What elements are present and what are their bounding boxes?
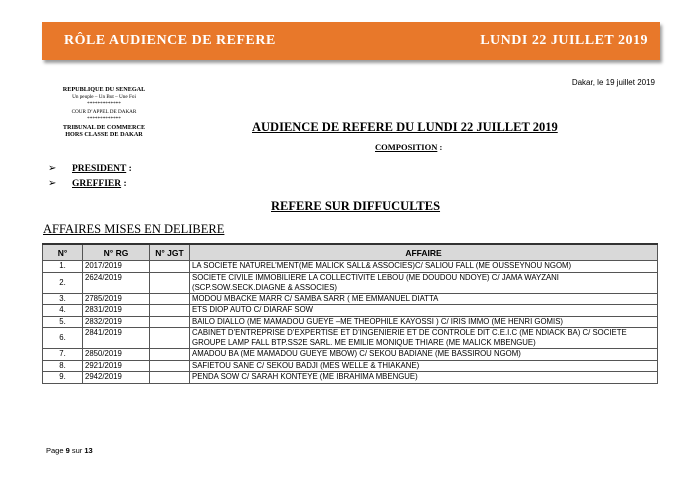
cell-number: 9. — [43, 372, 83, 384]
affaire-line: LA SOCIETE NATUREL’MENT(ME MALICK SALL& ASSOCIES)C/ SALIOU FALL (ME OUSSEYNOU NGOM) — [192, 261, 572, 271]
date-line: Dakar, le 19 juillet 2019 — [571, 78, 655, 87]
table-row — [43, 305, 658, 317]
affaire-line: ETS DIOP AUTO C/ DIARAF SOW — [192, 305, 314, 315]
page-footer — [46, 446, 93, 455]
cell-jgt — [150, 328, 190, 349]
column-header-number: N° — [43, 244, 83, 261]
arrow-bullet-icon: ➢ — [48, 178, 57, 189]
table-header-row — [43, 244, 658, 261]
cell-number: 5. — [43, 316, 83, 328]
institution-line: HORS CLASSE DE DAKAR — [65, 131, 143, 138]
cell-affaire — [190, 328, 658, 349]
role-suffix: : — [121, 179, 127, 189]
affaire-line: MODOU MBACKE MARR C/ SAMBA SARR ( ME EMMANUEL DIATTA — [192, 293, 439, 303]
cell-jgt — [150, 305, 190, 317]
affaire-line: (SCP.SOW.SECK.DIAGNE & ASSOCIES) — [192, 282, 338, 292]
affaire-line: SAFIETOU SANE C/ SEKOU BADJI (MES WELLE & THIAKANE) — [192, 360, 420, 370]
cell-jgt — [150, 293, 190, 305]
institution-line: TRIBUNAL DE COMMERCE — [62, 123, 146, 131]
affaire-line: BAILO DIALLO (ME MAMADOU GUEYE –ME THEOPHILE KAYOSSI ) C/ IRIS IMMO (ME HENRI GOMIS) — [192, 316, 563, 326]
cell-rg: 2624/2019 — [83, 272, 150, 293]
column-header-affaire: AFFAIRE — [190, 244, 658, 261]
cell-rg: 2841/2019 — [83, 328, 150, 349]
affaire-line: SOCIETE CIVILE IMMOBILIERE LA COLLECTIVITE LEBOU (ME DOUDOU NDOYE) C/ JAMA WAYZANI — [192, 272, 559, 282]
affaire-line: AMADOU BA (ME MAMADOU GUEYE MBOW) C/ SEKOU BADIANE (ME BASSIROU NGOM) — [192, 349, 521, 359]
cell-number: 4. — [43, 305, 83, 317]
column-header-rg: N° RG — [83, 244, 150, 261]
composition-suffix: : — [437, 142, 443, 152]
cell-jgt — [150, 261, 190, 273]
page-total: 13 — [84, 446, 93, 455]
role-greffier — [48, 178, 127, 189]
cell-rg: 2921/2019 — [83, 360, 150, 372]
cell-affaire — [190, 261, 658, 273]
cell-rg: 2850/2019 — [83, 349, 150, 361]
page-number: 9 — [65, 446, 70, 455]
section-heading: AFFAIRES MISES EN DELIBERE — [43, 222, 225, 236]
cell-affaire — [190, 372, 658, 384]
affaire-line: PENDA SOW C/ SARAH KONTEYE (ME IBRAHIMA MBENGUE) — [192, 372, 418, 382]
institution-line: COUR D’APPEL DE DAKAR — [71, 108, 137, 115]
header-right-date: LUNDI 22 JUILLET 2019 — [480, 33, 648, 48]
cell-number: 3. — [43, 293, 83, 305]
composition-label — [375, 142, 442, 152]
footer-mid: sur — [69, 446, 85, 455]
table-row — [43, 349, 658, 361]
institution-line: ************* — [87, 101, 121, 107]
cell-rg: 2942/2019 — [83, 372, 150, 384]
cell-affaire — [190, 272, 658, 293]
cell-affaire — [190, 349, 658, 361]
cell-affaire — [190, 305, 658, 317]
role-president — [48, 163, 132, 174]
arrow-bullet-icon: ➢ — [48, 163, 57, 174]
cell-affaire — [190, 293, 658, 305]
footer-prefix: Page — [46, 446, 66, 455]
role-label: GREFFIER — [72, 179, 122, 189]
cell-jgt — [150, 272, 190, 293]
cell-number: 8. — [43, 360, 83, 372]
cell-jgt — [150, 372, 190, 384]
institution-block — [48, 86, 160, 139]
affaire-line: CABINET D’ENTREPRISE D’EXPERTISE ET D’INGENIERIE ET DE CONTROLE DIT C.E.I.C (ME NDIACK BA) C/ SOCIETE — [192, 328, 627, 337]
institution-line: Un peuple – Un But – Une Foi — [72, 93, 136, 100]
cell-jgt — [150, 360, 190, 372]
cell-rg: 2785/2019 — [83, 293, 150, 305]
table-row — [43, 293, 658, 305]
institution-line: ************* — [87, 116, 121, 122]
composition-text: COMPOSITION — [375, 142, 438, 152]
role-label: PRESIDENT — [72, 164, 127, 174]
table-row — [43, 328, 658, 349]
cell-affaire — [190, 316, 658, 328]
cell-rg: 2831/2019 — [83, 305, 150, 317]
document-title: AUDIENCE DE REFERE DU LUNDI 22 JUILLET 2019 — [252, 120, 558, 134]
role-suffix: : — [126, 164, 132, 174]
table-row — [43, 272, 658, 293]
cell-number: 1. — [43, 261, 83, 273]
table-row — [43, 372, 658, 384]
header-banner — [42, 22, 660, 60]
cell-number: 7. — [43, 349, 83, 361]
cell-affaire — [190, 360, 658, 372]
cell-jgt — [150, 349, 190, 361]
column-header-jgt: N° JGT — [150, 244, 190, 261]
table-row — [43, 316, 658, 328]
cell-rg: 2832/2019 — [83, 316, 150, 328]
section-subtitle: REFERE SUR DIFFUCULTES — [271, 199, 441, 213]
cell-jgt — [150, 316, 190, 328]
cell-number: 2. — [43, 272, 83, 293]
cell-rg: 2017/2019 — [83, 261, 150, 273]
cell-number: 6. — [43, 328, 83, 349]
affaire-line: GROUPE LAMP FALL BTP.SS2E SARL. ME EMILIE MONIQUE THIARE (ME MALICK MBENGUE) — [192, 338, 536, 347]
cases-table — [42, 243, 658, 384]
header-left-title: RÔLE AUDIENCE DE REFERE — [64, 33, 276, 48]
table-row — [43, 261, 658, 273]
institution-line: REPUBLIQUE DU SENEGAL — [62, 86, 146, 93]
table-row — [43, 360, 658, 372]
